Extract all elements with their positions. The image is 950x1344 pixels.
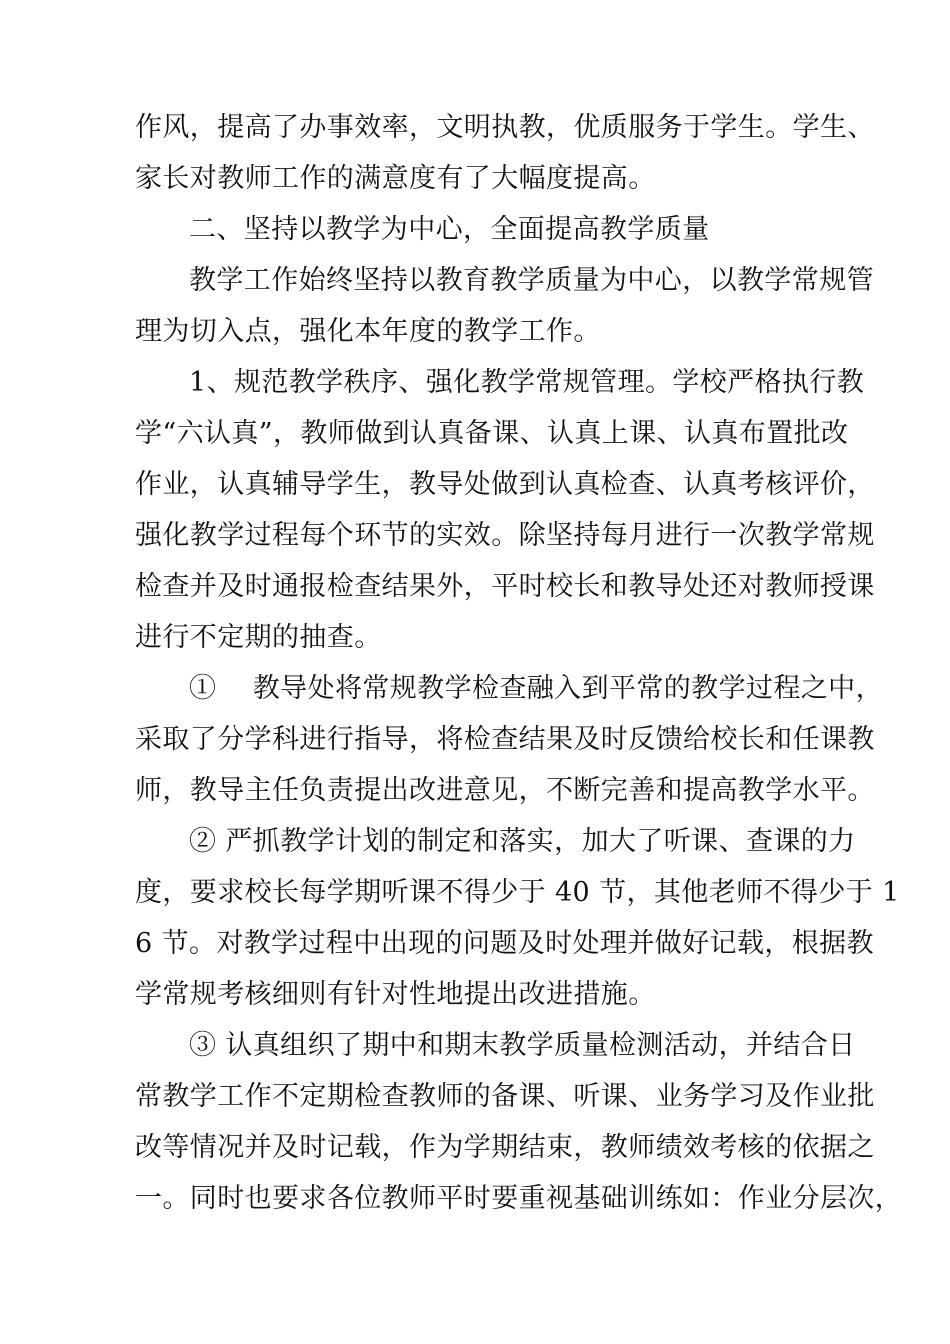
text-line-7: 学“六认真”，教师做到认真备课、认真上课、认真布置批改 bbox=[135, 418, 849, 449]
text-line-9: 强化教学过程每个环节的实效。除坚持每月进行一次教学常规 bbox=[135, 520, 875, 551]
text-line-10: 检查并及时通报检查结果外，平时校长和教导处还对教师授课 bbox=[135, 571, 875, 602]
text-line-21: 改等情况并及时记载，作为学期结束，教师绩效考核的依据之 bbox=[135, 1132, 875, 1163]
text-line-15: ② 严抓教学计划的制定和落实，加大了听课、查课的力 bbox=[189, 826, 856, 857]
text-line-12: ① 教导处将常规教学检查融入到平常的教学过程之中， bbox=[189, 673, 883, 704]
text-line-13: 采取了分学科进行指导，将检查结果及时反馈给校长和任课教 bbox=[135, 724, 875, 755]
text-line-19: ③ 认真组织了期中和期末教学质量检测活动，并结合日 bbox=[189, 1030, 856, 1061]
text-line-4: 教学工作始终坚持以教育教学质量为中心，以教学常规管 bbox=[189, 265, 874, 296]
text-line-17: 6 节。对教学过程中出现的问题及时处理并做好记载，根据教 bbox=[135, 928, 874, 959]
text-line-16: 度，要求校长每学期听课不得少于 40 节，其他老师不得少于 1 bbox=[135, 877, 900, 908]
text-line-11: 进行不定期的抽查。 bbox=[135, 622, 382, 653]
text-line-20: 常教学工作不定期检查教师的备课、听课、业务学习及作业批 bbox=[135, 1081, 875, 1112]
text-line-5: 理为切入点，强化本年度的教学工作。 bbox=[135, 316, 601, 347]
document-body bbox=[135, 102, 903, 1224]
section-heading: 二、坚持以教学为中心，全面提高教学质量 bbox=[189, 214, 710, 245]
text-line-1: 作风，提高了办事效率，文明执教，优质服务于学生。学生、 bbox=[135, 112, 875, 143]
text-line-2: 家长对教师工作的满意度有了大幅度提高。 bbox=[135, 163, 656, 194]
text-line-14: 师，教导主任负责提出改进意见，不断完善和提高教学水平。 bbox=[135, 775, 875, 806]
text-line-6: 1、规范教学秩序、强化教学常规管理。学校严格执行教 bbox=[189, 367, 865, 398]
text-line-18: 学常规考核细则有针对性地提出改进措施。 bbox=[135, 979, 656, 1010]
text-line-8: 作业，认真辅导学生，教导处做到认真检查、认真考核评价， bbox=[135, 469, 875, 500]
text-line-22: 一。同时也要求各位教师平时要重视基础训练如：作业分层次， bbox=[135, 1183, 903, 1214]
